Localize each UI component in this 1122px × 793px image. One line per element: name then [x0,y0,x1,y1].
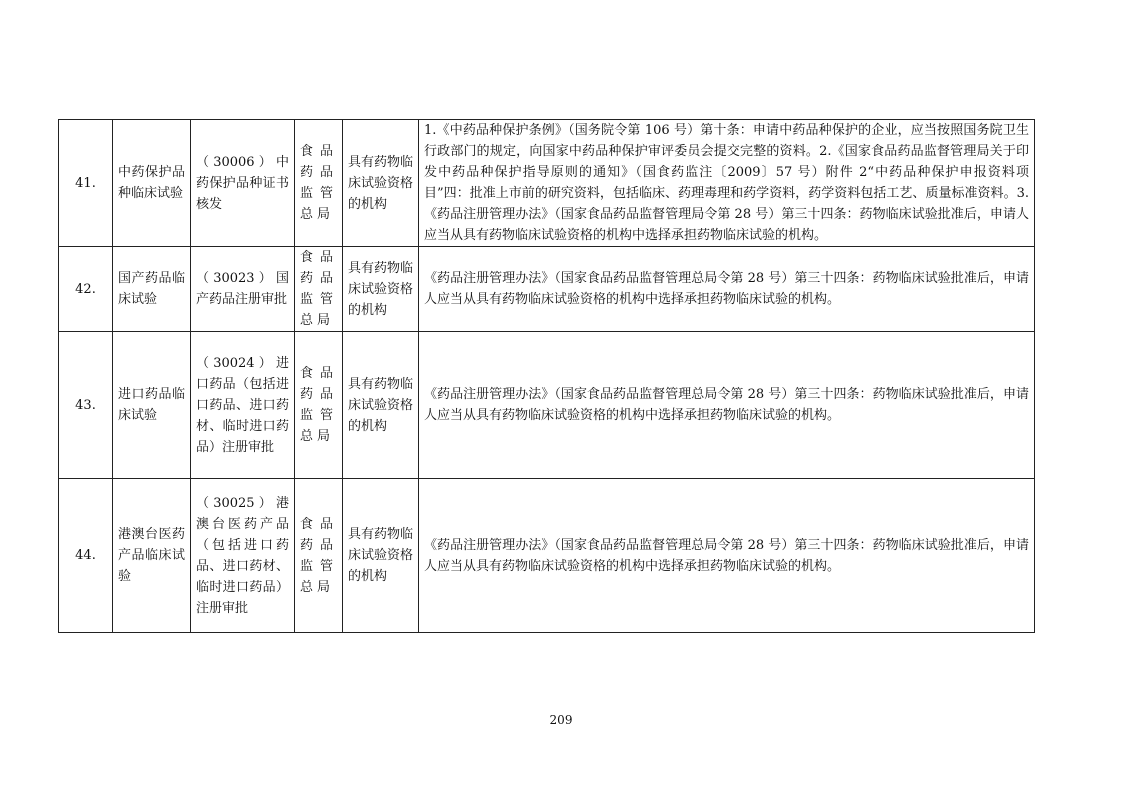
page-number: 209 [549,713,573,727]
table-row [59,479,1035,633]
department: 食品药品监管总局 [295,479,343,633]
table-row [59,332,1035,479]
legal-basis: 《药品注册管理办法》（国家食品药品监督管理总局令第 28 号）第三十四条：药物临床试验批准后，申请人应当从具有药物临床试验资格的机构中选择承担药物临床试验的机构。 [419,332,1035,479]
code-item: （30024）进口药品（包括进口药品、进口药材、临时进口药品）注册审批 [191,332,295,479]
department: 食品药品监管总局 [295,332,343,479]
approval-table [58,119,1035,633]
code-item: （30023）国产药品注册审批 [191,247,295,332]
organization: 具有药物临床试验资格的机构 [343,120,419,247]
code-item: （30006）中药保护品种证书核发 [191,120,295,247]
item-name: 中药保护品种临床试验 [113,120,191,247]
item-name: 港澳台医药产品临床试验 [113,479,191,633]
organization: 具有药物临床试验资格的机构 [343,479,419,633]
row-number: 44. [59,479,113,633]
organization: 具有药物临床试验资格的机构 [343,332,419,479]
legal-basis: 《药品注册管理办法》（国家食品药品监督管理总局令第 28 号）第三十四条：药物临床试验批准后，申请人应当从具有药物临床试验资格的机构中选择承担药物临床试验的机构。 [419,479,1035,633]
table-row [59,120,1035,247]
row-number: 41. [59,120,113,247]
item-name: 进口药品临床试验 [113,332,191,479]
item-name: 国产药品临床试验 [113,247,191,332]
row-number: 42. [59,247,113,332]
legal-basis: 《药品注册管理办法》（国家食品药品监督管理总局令第 28 号）第三十四条：药物临床试验批准后，申请人应当从具有药物临床试验资格的机构中选择承担药物临床试验的机构。 [419,247,1035,332]
department: 食品药品监管总局 [295,247,343,332]
organization: 具有药物临床试验资格的机构 [343,247,419,332]
legal-basis: 1.《中药品种保护条例》（国务院令第 106 号）第十条：申请中药品种保护的企业，应当按照国务院卫生行政部门的规定，向国家中药品种保护审评委员会提交完整的资料。2.《国家食品药品监督管理局关于印发中药品种保护指导原则的通知》（国食药监注〔2009〕57 号）附件 2“中药品种保护申报资料项目”四：批准上市前的研究资料，包括临床、药理毒理和药学资料，药学资料包括工艺、质量标准资料。3.《药品注册管理办法》（国家食品药品监督管理局令第 28 号）第三十四条：药物临床试验批准后，申请人应当从具有药物临床试验资格的机构中选择承担药物临床试验的机构。 [419,120,1035,247]
code-item: （30025）港澳台医药产品（包括进口药品、进口药材、临时进口药品）注册审批 [191,479,295,633]
department: 食品药品监管总局 [295,120,343,247]
row-number: 43. [59,332,113,479]
table-row [59,247,1035,332]
